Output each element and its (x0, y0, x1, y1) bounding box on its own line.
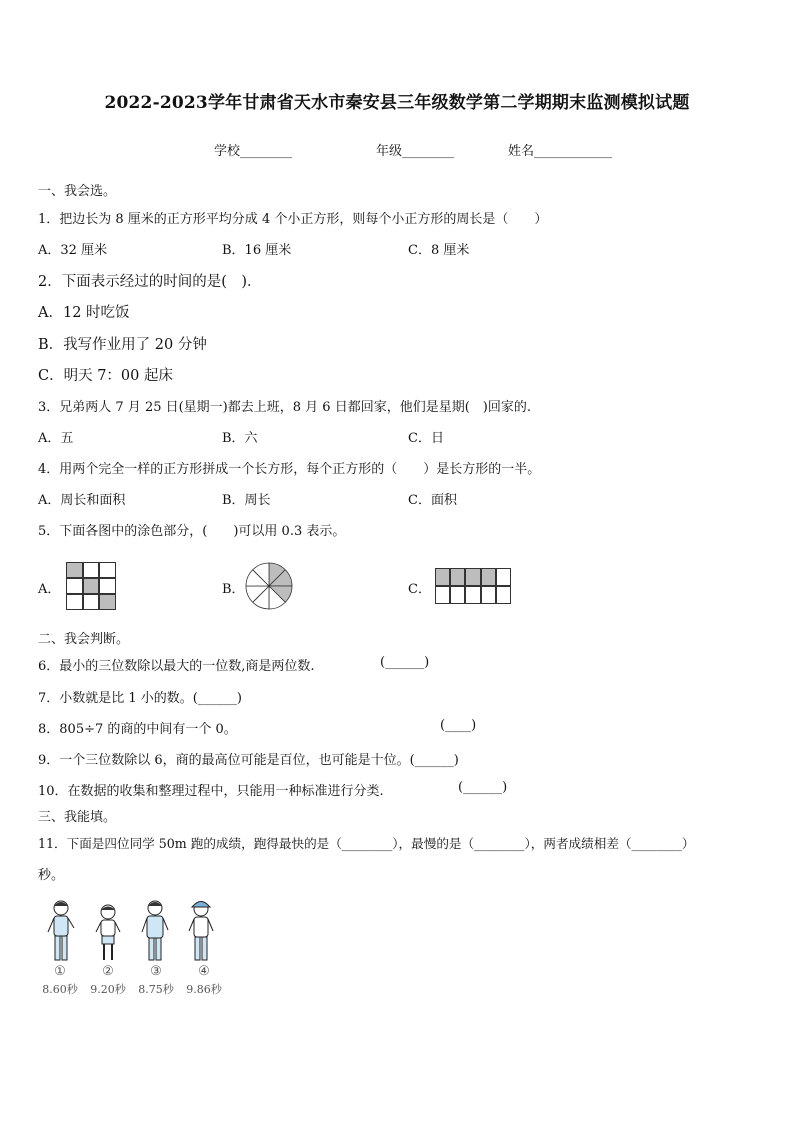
section-3-heading: 三、我能填。 (38, 810, 117, 825)
q11-text-continued: 秒。 (38, 868, 65, 883)
section-2-heading: 二、我会判断。 (38, 632, 130, 647)
q6-answer-blank[interactable]: (______) (380, 655, 430, 670)
grid-cell (66, 562, 83, 578)
student-1-figure (46, 898, 76, 964)
strip-cell (435, 568, 450, 586)
q4-option-b[interactable]: B．周长 (222, 493, 271, 508)
q5-figure-c-strip (435, 568, 511, 604)
strip-cell (450, 586, 465, 604)
grid-cell (99, 562, 116, 578)
strip-cell (450, 568, 465, 586)
q7-text: 7．小数就是比 1 小的数。(______) (38, 691, 242, 706)
q4-text: 4．用两个完全一样的正方形拼成一个长方形，每个正方形的（ ）是长方形的一半。 (38, 462, 541, 477)
q10-answer-blank[interactable]: (______) (458, 780, 508, 795)
strip-cell (465, 586, 480, 604)
grid-cell (99, 578, 116, 594)
q5-figure-a-grid (66, 562, 116, 610)
strip-cell (481, 586, 496, 604)
q4-option-c[interactable]: C．面积 (408, 493, 457, 508)
q11-text: 11．下面是四位同学 50m 跑的成绩，跑得最快的是（________），最慢的是（________），两者成绩相差（________） (38, 836, 695, 851)
grid-cell (99, 594, 116, 610)
student-4-number: ④ (198, 964, 210, 979)
q6-text: 6．最小的三位数除以最大的一位数,商是两位数. (38, 659, 315, 674)
grid-cell (83, 594, 100, 610)
grid-cell (83, 562, 100, 578)
q5-text: 5．下面各图中的涂色部分，( )可以用 0.3 表示。 (38, 524, 346, 539)
student-2-time: 9.20秒 (90, 983, 126, 996)
q5-option-c[interactable]: C． (408, 582, 431, 597)
q2-option-c[interactable]: C．明天 7：00 起床 (38, 368, 173, 384)
strip-cell (481, 568, 496, 586)
q2-option-a[interactable]: A．12 时吃饭 (38, 305, 130, 321)
strip-cell (496, 568, 511, 586)
q3-option-b[interactable]: B．六 (222, 431, 258, 446)
q1-text: 1．把边长为 8 厘米的正方形平均分成 4 个小正方形，则每个小正方形的周长是（ ） (38, 212, 548, 227)
strip-cell (496, 586, 511, 604)
q3-option-a[interactable]: A．五 (38, 431, 74, 446)
page-title: 2022-2023学年甘肃省天水市秦安县三年级数学第二学期期末监测模拟试题 (104, 93, 690, 113)
q1-option-c[interactable]: C．8 厘米 (408, 243, 470, 258)
school-field[interactable]: 学校________ (214, 144, 293, 159)
q10-text: 10．在数据的收集和整理过程中，只能用一种标准进行分类. (38, 784, 384, 799)
grid-cell (66, 578, 83, 594)
name-field[interactable]: 姓名____________ (508, 144, 613, 159)
q2-text: 2．下面表示经过的时间的是( )． (38, 274, 262, 290)
q3-text: 3．兄弟两人 7 月 25 日(星期一)都去上班，8 月 6 日都回家，他们是星期( )回家的. (38, 400, 531, 415)
grid-cell (66, 594, 83, 610)
q5-figure-b-circle (244, 561, 294, 611)
student-2-figure (94, 902, 122, 964)
section-1-heading: 一、我会选。 (38, 184, 117, 199)
student-3-number: ③ (150, 964, 162, 979)
strip-cell (435, 586, 450, 604)
q9-text: 9．一个三位数除以 6，商的最高位可能是百位，也可能是十位。(______) (38, 753, 459, 768)
q4-option-a[interactable]: A．周长和面积 (38, 493, 126, 508)
q3-option-c[interactable]: C．日 (408, 431, 444, 446)
strip-cell (465, 568, 480, 586)
student-2-number: ② (102, 964, 114, 979)
grid-cell (83, 578, 100, 594)
q1-option-a[interactable]: A．32 厘米 (38, 243, 108, 258)
q8-text: 8．805÷7 的商的中间有一个 0。 (38, 722, 237, 737)
grade-field[interactable]: 年级________ (376, 144, 455, 159)
q8-answer-blank[interactable]: (____) (440, 718, 477, 733)
student-3-time: 8.75秒 (138, 983, 174, 996)
student-4-time: 9.86秒 (186, 983, 222, 996)
student-3-figure (140, 898, 170, 964)
q1-option-b[interactable]: B．16 厘米 (222, 243, 292, 258)
student-1-number: ① (54, 964, 66, 979)
q5-option-a[interactable]: A． (38, 582, 61, 597)
student-4-figure (186, 898, 216, 964)
q5-option-b[interactable]: B． (222, 582, 245, 597)
q2-option-b[interactable]: B．我写作业用了 20 分钟 (38, 337, 207, 353)
student-1-time: 8.60秒 (42, 983, 78, 996)
